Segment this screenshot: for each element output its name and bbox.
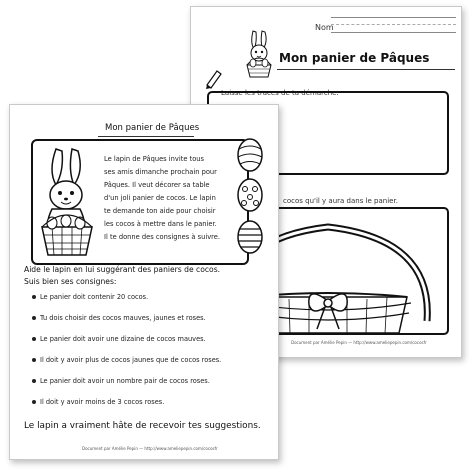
story-line: Il te donne des consignes à suivre. xyxy=(104,233,221,241)
back-footer: Document par Amélie Pepin — http://www.ameliepepin.com/cocosfr xyxy=(291,340,427,345)
list-item: Il doit y avoir moins de 3 cocos roses. xyxy=(32,398,164,406)
story-text xyxy=(104,153,220,244)
story-line: les cocos à mettre dans le panier. xyxy=(104,220,217,228)
story-line: d'un joli panier de cocos. Le lapin xyxy=(104,194,216,202)
list-item: Tu dois choisir des cocos mauves, jaunes et roses. xyxy=(32,314,206,322)
bullet xyxy=(32,379,36,383)
bullet xyxy=(32,337,36,341)
name-label: Nom xyxy=(315,23,334,32)
front-footer: Document par Amélie Pepin — http://www.ameliepepin.com/cocosfr xyxy=(82,446,218,451)
front-worksheet xyxy=(9,104,279,460)
name-writing-lines xyxy=(331,17,456,33)
story-line: te demande ton aide pour choisir xyxy=(104,207,216,215)
list-item: Le panier doit avoir un nombre pair de cocos roses. xyxy=(32,377,210,385)
story-line: Le lapin de Pâques invite tous xyxy=(104,155,205,163)
easter-eggs-illustration xyxy=(228,137,272,267)
conclusion: Le lapin a vraiment hâte de recevoir tes suggestions. xyxy=(24,421,261,431)
instruction-help: Aide le lapin en lui suggérant des paniers de cocos. xyxy=(24,265,221,274)
instruction-draw-basket: cocos qu'il y aura dans le panier. xyxy=(283,197,398,205)
bullet xyxy=(32,316,36,320)
pencil-icon xyxy=(203,67,223,89)
bunny-basket-illustration xyxy=(243,29,277,81)
list-item: Le panier doit avoir une dizaine de cocos mauves. xyxy=(32,335,206,343)
list-item: Le panier doit contenir 20 cocos. xyxy=(32,293,148,301)
bullet xyxy=(32,295,36,299)
story-line: ses amis dimanche prochain pour xyxy=(104,168,217,176)
name-midline xyxy=(331,24,456,25)
instruction-show-work: Laisse les traces de ta démarche. xyxy=(221,89,339,97)
back-title: Mon panier de Pâques xyxy=(279,51,430,65)
bullet xyxy=(32,400,36,404)
story-line: Pâques. Il veut décorer sa table xyxy=(104,181,210,189)
title-underline xyxy=(98,136,194,137)
front-title: Mon panier de Pâques xyxy=(105,123,200,133)
title-underline xyxy=(277,69,455,70)
bullet xyxy=(32,358,36,362)
instruction-follow: Suis bien ses consignes: xyxy=(24,277,117,286)
list-item: Il doit y avoir plus de cocos jaunes que de cocos roses. xyxy=(32,356,221,364)
bunny-basket-illustration xyxy=(34,145,100,261)
